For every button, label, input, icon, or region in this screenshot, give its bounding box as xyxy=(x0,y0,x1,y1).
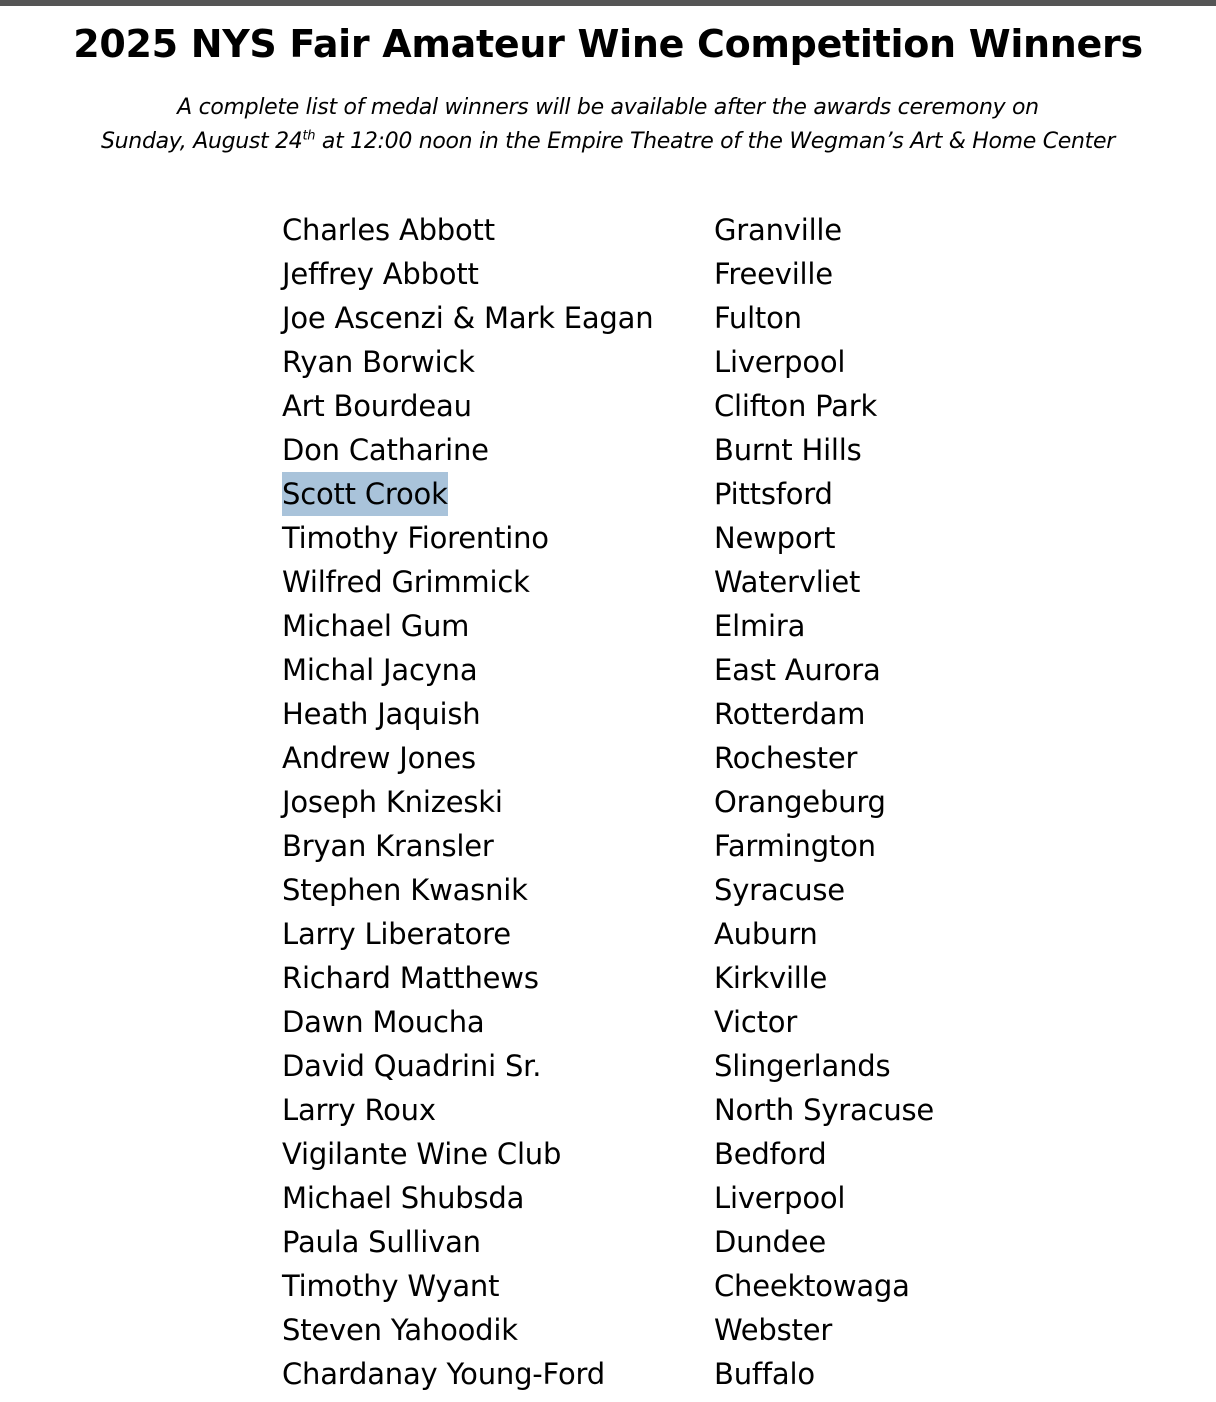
winner-name: Andrew Jones xyxy=(282,741,476,775)
winner-name: Vigilante Wine Club xyxy=(282,1137,562,1171)
winner-name: Ryan Borwick xyxy=(282,345,475,379)
winner-name: Michael Gum xyxy=(282,609,470,643)
winner-row xyxy=(0,1088,1216,1132)
winner-name: Timothy Wyant xyxy=(282,1269,500,1303)
winner-city: Victor xyxy=(714,1005,798,1039)
winner-city: Fulton xyxy=(714,301,802,335)
winner-city: Cheektowaga xyxy=(714,1269,910,1303)
top-border xyxy=(0,0,1216,6)
winner-city: Clifton Park xyxy=(714,389,878,423)
winner-name: Timothy Fiorentino xyxy=(282,521,549,555)
subtitle-location: at 12:00 noon in the Empire Theatre of the Wegman’s Art & Home Center xyxy=(315,129,1115,154)
winner-name: Bryan Kransler xyxy=(282,829,494,863)
winner-name: David Quadrini Sr. xyxy=(282,1049,542,1083)
winner-name: Richard Matthews xyxy=(282,961,539,995)
winner-city: Rotterdam xyxy=(714,697,866,731)
winner-row xyxy=(0,296,1216,340)
winner-city: Buffalo xyxy=(714,1357,815,1391)
winner-name: Michael Shubsda xyxy=(282,1181,525,1215)
winner-name: Scott Crook xyxy=(282,472,448,516)
winner-city: Orangeburg xyxy=(714,785,886,819)
winner-city: Dundee xyxy=(714,1225,826,1259)
winner-row xyxy=(0,956,1216,1000)
winner-city: Kirkville xyxy=(714,961,828,995)
winner-row xyxy=(0,824,1216,868)
winner-city: East Aurora xyxy=(714,653,881,687)
winner-city: Slingerlands xyxy=(714,1049,891,1083)
winner-row xyxy=(0,780,1216,824)
winner-name: Larry Liberatore xyxy=(282,917,511,951)
winner-row xyxy=(0,516,1216,560)
winner-name: Steven Yahoodik xyxy=(282,1313,518,1347)
winner-row xyxy=(0,1220,1216,1264)
winner-name: Dawn Moucha xyxy=(282,1005,485,1039)
winner-name: Paula Sullivan xyxy=(282,1225,481,1259)
winner-city: Bedford xyxy=(714,1137,827,1171)
winner-name: Don Catharine xyxy=(282,433,489,467)
winner-name: Chardanay Young-Ford xyxy=(282,1357,605,1391)
page-title: 2025 NYS Fair Amateur Wine Competition Winners xyxy=(73,22,1143,66)
subtitle-line-2 xyxy=(0,125,1216,159)
subtitle-ordinal: th xyxy=(302,128,316,144)
winner-row xyxy=(0,648,1216,692)
winner-row xyxy=(0,472,1216,516)
winners-list xyxy=(0,208,1216,1396)
winner-row xyxy=(0,1176,1216,1220)
winner-city: Watervliet xyxy=(714,565,861,599)
winner-row xyxy=(0,868,1216,912)
winner-row xyxy=(0,692,1216,736)
winner-row xyxy=(0,1264,1216,1308)
winner-city: North Syracuse xyxy=(714,1093,935,1127)
winner-city: Auburn xyxy=(714,917,818,951)
winner-city: Syracuse xyxy=(714,873,845,907)
winner-name: Joe Ascenzi & Mark Eagan xyxy=(282,301,654,335)
winner-name: Joseph Knizeski xyxy=(282,785,503,819)
winner-row xyxy=(0,384,1216,428)
winner-city: Farmington xyxy=(714,829,876,863)
winner-name: Wilfred Grimmick xyxy=(282,565,530,599)
winner-row xyxy=(0,736,1216,780)
winner-row xyxy=(0,428,1216,472)
winner-city: Liverpool xyxy=(714,345,846,379)
subtitle-line-1: A complete list of medal winners will be available after the awards ceremony on xyxy=(177,95,1039,120)
winner-row xyxy=(0,912,1216,956)
winner-name: Larry Roux xyxy=(282,1093,436,1127)
winner-row xyxy=(0,1352,1216,1396)
winner-name: Heath Jaquish xyxy=(282,697,481,731)
winner-name: Michal Jacyna xyxy=(282,653,478,687)
winner-name: Charles Abbott xyxy=(282,213,495,247)
winner-row xyxy=(0,1000,1216,1044)
winner-name: Stephen Kwasnik xyxy=(282,873,528,907)
winner-city: Webster xyxy=(714,1313,833,1347)
winner-row xyxy=(0,1308,1216,1352)
winner-row xyxy=(0,560,1216,604)
winner-name: Art Bourdeau xyxy=(282,389,472,423)
winner-row xyxy=(0,1132,1216,1176)
subtitle-date: Sunday, August 24 xyxy=(101,129,303,154)
winner-city: Pittsford xyxy=(714,477,833,511)
winner-city: Liverpool xyxy=(714,1181,846,1215)
winner-row xyxy=(0,1044,1216,1088)
winner-row xyxy=(0,340,1216,384)
winner-city: Freeville xyxy=(714,257,833,291)
winner-city: Newport xyxy=(714,521,836,555)
winner-row xyxy=(0,604,1216,648)
winner-row xyxy=(0,252,1216,296)
winner-city: Elmira xyxy=(714,609,806,643)
winner-city: Rochester xyxy=(714,741,858,775)
winner-city: Granville xyxy=(714,213,842,247)
winner-city: Burnt Hills xyxy=(714,433,862,467)
winner-row xyxy=(0,208,1216,252)
winner-name: Jeffrey Abbott xyxy=(282,257,479,291)
